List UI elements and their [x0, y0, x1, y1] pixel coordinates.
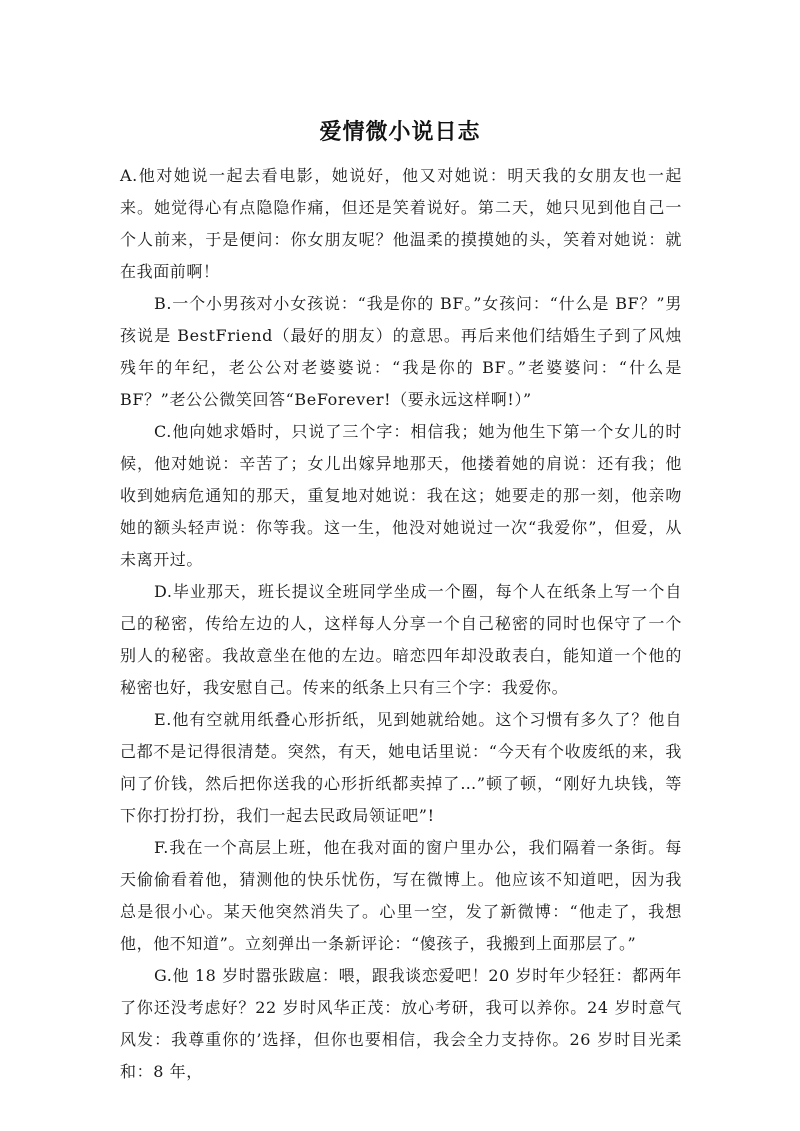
- paragraph-b: B.一个小男孩对小女孩说：“我是你的 BF。”女孩问：“什么是 BF？”男孩说是 BestFriend（最好的朋友）的意思。再后来他们结婚生子到了风烛残年的年纪，老公公对老婆婆说：“我是你的 BF。”老婆婆问：“什么是 BF？”老公公微笑回答“BeForever!（要永远这样啊!）”: [120, 294, 682, 409]
- paragraph-e: E.他有空就用纸叠心形折纸，见到她就给她。这个习惯有多久了？他自己都不是记得很清楚。突然，有天，她电话里说：“今天有个收废纸的来，我问了价钱，然后把你送我的心形折纸都卖掉了…”顿了顿，“刚好九块钱，等下你打扮打扮，我们一起去民政局领证吧”!: [120, 710, 682, 825]
- paragraph-d: D.毕业那天，班长提议全班同学坐成一个圈，每个人在纸条上写一个自己的秘密，传给左边的人，这样每人分享一个自己秘密的同时也保守了一个别人的秘密。我故意坐在他的左边。暗恋四年却没敢表白，能知道一个他的秘密也好，我安慰自己。传来的纸条上只有三个字：我爱你。: [120, 582, 682, 697]
- paragraph-a: A.他对她说一起去看电影，她说好，他又对她说：明天我的女朋友也一起来。她觉得心有点隐隐作痛，但还是笑着说好。第二天，她只见到他自己一个人前来，于是便问：你女朋友呢？他温柔的摸摸她的头，笑着对她说：就在我面前啊！: [120, 166, 682, 281]
- paragraph-f: F.我在一个高层上班，他在我对面的窗户里办公，我们隔着一条街。每天偷偷看着他，猜测他的快乐忧伤，写在微博上。他应该不知道吧，因为我总是很小心。某天他突然消失了。心里一空，发了新微博：“他走了，我想他，他不知道”。立刻弹出一条新评论：“傻孩子，我搬到上面那层了。”: [120, 838, 682, 953]
- paragraph-g: G.他 18 岁时嚣张跋扈：喂，跟我谈恋爱吧！20 岁时年少轻狂：都两年了你还没考虑好？22 岁时风华正茂：放心考研，我可以养你。24 岁时意气风发：我尊重你的’选择，但你也要相信，我会全力支持你。26 岁时目光柔和：8 年，: [120, 966, 682, 1081]
- document-title: 爱情微小说日志: [319, 120, 481, 145]
- document-body: [120, 160, 682, 1088]
- paragraph-c: C.他向她求婚时，只说了三个字：相信我；她为他生下第一个女儿的时候，他对她说：辛苦了；女儿出嫁异地那天，他搂着她的肩说：还有我；他收到她病危通知的那天，重复地对她说：我在这；她要走的那一刻，他亲吻她的额头轻声说：你等我。这一生，他没对她说过一次“我爱你”，但爱，从未离开过。: [120, 422, 682, 569]
